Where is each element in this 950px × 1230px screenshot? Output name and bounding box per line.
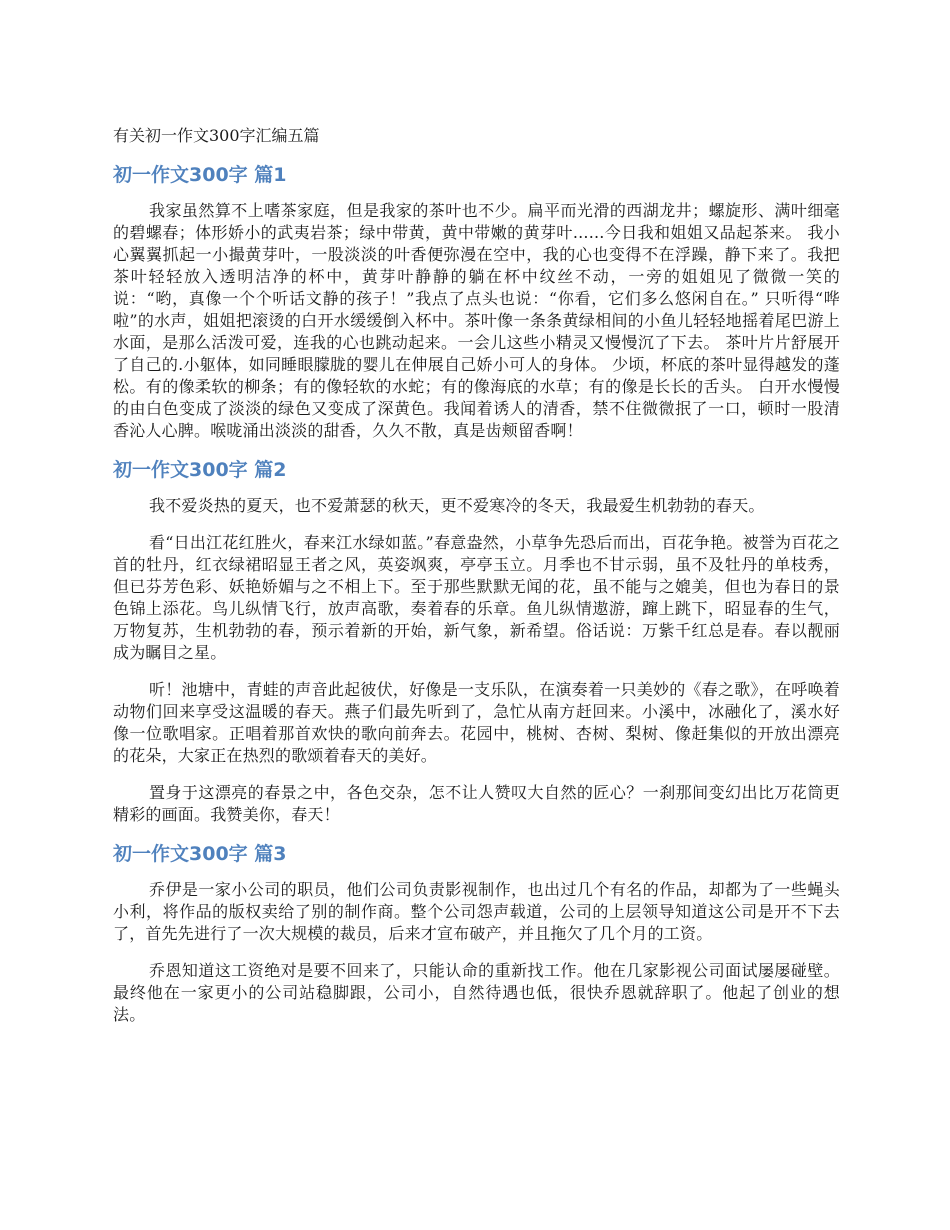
paragraph: 乔伊是一家小公司的职员，他们公司负责影视制作，也出过几个有名的作品，却都为了一些蝇头小利，将作品的版权卖给了别的制作商。整个公司怨声载道，公司的上层领导知道这公司是开不下去了，首先先进行了一次大规模的裁员，后来才宣布破产，并且拖欠了几个月的工资。 [113,880,840,943]
article-section-2 [113,457,840,826]
article-section-1 [113,162,840,442]
paragraph: 我不爱炎热的夏天，也不爱萧瑟的秋天，更不爱寒冷的冬天，我最爱生机勃勃的春天。 [149,496,765,515]
document-title: 有关初一作文300字汇编五篇 [113,126,320,145]
document-page [113,124,840,1041]
paragraph: 看“日出江花红胜火，春来江水绿如蓝。”春意盎然，小草争先恐后而出，百花争艳。被誉为百花之首的牡丹，红衣绿裙昭显王者之风，英姿飒爽，亭亭玉立。月季也不甘示弱，虽不及牡丹的单枝秀，但已芬芳色彩、妖艳娇媚与之不相上下。至于那些默默无闻的花，虽不能与之媲美，但也为春日的景色锦上添花。鸟儿纵情飞行，放声高歌，奏着春的乐章。鱼儿纵情遨游，蹿上跳下，昭显春的生气，万物复苏，生机勃勃的春，预示着新的开始，新气象，新希望。俗话说：万紫千红总是春。春以靓丽成为瞩目之星。 [113,533,840,662]
paragraph: 置身于这漂亮的春景之中，各色交杂，怎不让人赞叹大自然的匠心？一刹那间变幻出比万花筒更精彩的画面。我赞美你，春天！ [113,783,840,824]
section-heading: 初一作文300字 篇1 [113,164,287,186]
article-section-3 [113,841,840,1026]
section-heading: 初一作文300字 篇3 [113,843,287,865]
paragraph: 我家虽然算不上嗜茶家庭，但是我家的茶叶也不少。扁平而光滑的西湖龙井；螺旋形、满叶细毫的碧螺春；体形娇小的武夷岩茶；绿中带黄，黄中带嫩的黄芽叶......今日我和姐姐又品起茶来。 我小心翼翼抓起一小撮黄芽叶，一股淡淡的叶香便弥漫在空中，我的心也变得不在浮躁，静下来了。我把茶叶轻轻放入透明洁净的杯中，黄芽叶静静的躺在杯中纹丝不动，一旁的姐姐见了微微一笑的说：“哟，真像一个个听话文静的孩子！”我点了点头也说：“你看，它们多么悠闲自在。” 只听得“哗啦”的水声，姐姐把滚烫的白开水缓缓倒入杯中。茶叶像一条条黄绿相间的小鱼儿轻轻地摇着尾巴游上水面，是那么活泼可爱，连我的心也跳动起来。一会儿这些小精灵又慢慢沉了下去。 茶叶片片舒展开了自己的.小躯体，如同睡眼朦胧的婴儿在伸展自己娇小可人的身体。 少顷，杯底的茶叶显得越发的蓬松。有的像柔软的柳条；有的像轻软的水蛇；有的像海底的水草；有的像是长长的舌头。 白开水慢慢的由白色变成了淡淡的绿色又变成了深黄色。我闻着诱人的清香，禁不住微微抿了一口，顿时一股清香沁人心脾。喉咙涌出淡淡的甜香，久久不散，真是齿颊留香啊！ [113,201,840,440]
paragraph: 乔恩知道这工资绝对是要不回来了，只能认命的重新找工作。他在几家影视公司面试屡屡碰壁。最终他在一家更小的公司站稳脚跟，公司小，自然待遇也低，很快乔恩就辞职了。他起了创业的想法。 [113,961,840,1024]
section-heading: 初一作文300字 篇2 [113,459,287,481]
paragraph: 听！池塘中，青蛙的声音此起彼伏，好像是一支乐队，在演奏着一只美妙的《春之歌》，在呼唤着动物们回来享受这温暖的春天。燕子们最先听到了，急忙从南方赶回来。小溪中，冰融化了，溪水好像一位歌唱家。正唱着那首欢快的歌向前奔去。花园中，桃树、杏树、梨树、像赶集似的开放出漂亮的花朵，大家正在热烈的歌颂着春天的美好。 [113,680,840,765]
